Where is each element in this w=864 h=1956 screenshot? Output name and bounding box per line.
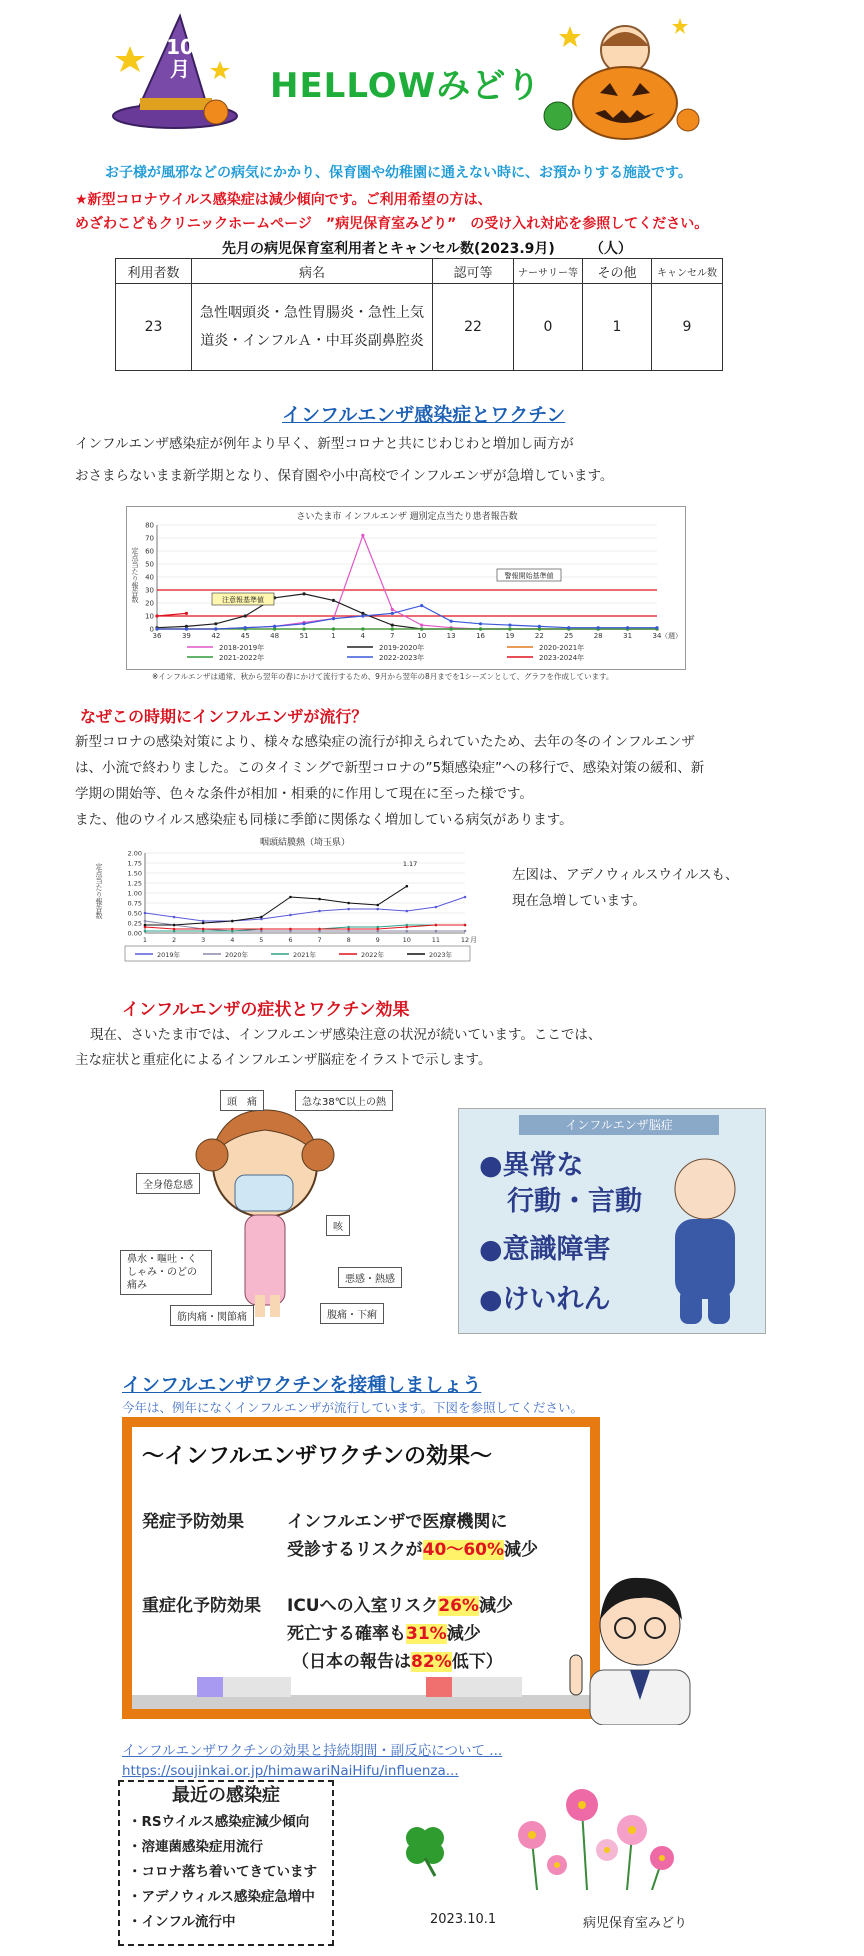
y-tick-label: 0.50 bbox=[127, 909, 142, 918]
encephalopathy-item: ●異常な bbox=[479, 1150, 584, 1181]
data-point bbox=[435, 906, 438, 909]
data-point bbox=[302, 592, 305, 595]
data-point bbox=[391, 608, 394, 611]
data-point bbox=[464, 924, 467, 927]
data-point bbox=[318, 928, 321, 931]
intro-description: お子様が風邪などの病気にかかり、保育園や幼稚園に通えない時に、お預かりする施設です。 bbox=[105, 165, 692, 181]
x-tick-label: 4 bbox=[360, 632, 366, 640]
x-tick-label: 13 bbox=[446, 632, 456, 640]
data-point bbox=[406, 910, 409, 913]
legend-label: 2019年 bbox=[157, 951, 181, 959]
severe-text bbox=[287, 1619, 481, 1644]
series-line bbox=[145, 886, 407, 925]
data-point bbox=[202, 928, 205, 931]
data-point bbox=[244, 614, 247, 617]
x-tick-label: 34 bbox=[652, 632, 662, 640]
chart-side-note: 左図は、アデノウィルスウイルスも、 bbox=[512, 867, 739, 883]
text: 低下） bbox=[451, 1652, 503, 1672]
data-point bbox=[361, 614, 364, 617]
legend-label: 2020年 bbox=[225, 951, 249, 959]
data-point bbox=[347, 902, 350, 905]
legend-label: 2022-2023年 bbox=[379, 654, 425, 662]
symptom-label: 咳 bbox=[326, 1215, 350, 1236]
list-item: ・コロナ落ち着いてきています bbox=[128, 1864, 317, 1880]
legend-label: 2021年 bbox=[293, 951, 317, 959]
paragraph: は、小流で終わりました。このタイミングで新型コロナの”5類感染症”への移行で、感染対策の緩和、新 bbox=[75, 760, 705, 776]
prevent-text: インフルエンザで医療機関に bbox=[287, 1512, 508, 1532]
paragraph: 主な症状と重症化によるインフルエンザ脳症をイラストで示します。 bbox=[75, 1052, 492, 1068]
y-tick-label: 80 bbox=[145, 521, 154, 530]
text: 受診するリスクが bbox=[287, 1540, 423, 1560]
newsletter-title: HELLOWみどり bbox=[270, 66, 542, 106]
data-point bbox=[289, 896, 292, 899]
text: ICUへの入室リスク bbox=[287, 1596, 439, 1616]
clover-icon bbox=[395, 1818, 455, 1878]
annotation-label: 1.17 bbox=[402, 860, 418, 869]
encephalopathy-item: 行動・言動 bbox=[507, 1186, 642, 1217]
data-point bbox=[361, 627, 364, 630]
organization-name: 病児保育室みどり bbox=[583, 1916, 688, 1931]
table-cell: 9 bbox=[652, 284, 723, 371]
text: 減少 bbox=[446, 1624, 481, 1644]
data-point bbox=[185, 612, 188, 615]
highlight-value: 82% bbox=[411, 1652, 452, 1672]
x-tick-label: 48 bbox=[270, 632, 280, 640]
legend-label: 2019-2020年 bbox=[379, 644, 425, 652]
data-point bbox=[435, 930, 438, 933]
x-axis-label: （週） bbox=[661, 632, 682, 640]
data-point bbox=[302, 627, 305, 630]
data-point bbox=[464, 896, 467, 899]
y-tick-label: 70 bbox=[145, 534, 154, 543]
column-header: キャンセル数 bbox=[652, 259, 723, 284]
vaccination-note: 今年は、例年になくインフルエンザが流行しています。下図を参照してください。 bbox=[122, 1400, 584, 1415]
legend-label: 2022年 bbox=[361, 951, 385, 959]
x-tick-label: 7 bbox=[390, 632, 395, 640]
severe-label: 重症化予防効果 bbox=[142, 1596, 261, 1616]
y-tick-label: 0.25 bbox=[127, 919, 142, 928]
x-tick-label: 11 bbox=[431, 936, 441, 944]
data-point bbox=[420, 624, 423, 627]
data-point bbox=[155, 627, 158, 630]
text: 減少 bbox=[478, 1596, 513, 1616]
y-tick-label: 2.00 bbox=[127, 849, 142, 858]
slide-marker bbox=[426, 1677, 452, 1697]
data-point bbox=[289, 914, 292, 917]
doctor-illustration bbox=[560, 1560, 708, 1725]
highlight-value: 26% bbox=[438, 1596, 479, 1616]
table-cell: 1 bbox=[583, 284, 652, 371]
y-tick-label: 50 bbox=[145, 560, 154, 569]
prevent-text bbox=[287, 1535, 538, 1560]
series-line bbox=[157, 535, 657, 629]
pharyngoconjunctival-fever-chart bbox=[95, 833, 485, 968]
highlight-value: 40～60% bbox=[422, 1540, 505, 1560]
column-header: 認可等 bbox=[433, 259, 514, 284]
chart-side-note: 現在急増しています。 bbox=[512, 893, 646, 909]
list-item: ・インフル流行中 bbox=[128, 1914, 236, 1930]
data-point bbox=[144, 930, 147, 933]
symptom-label: 筋肉痛・関節痛 bbox=[170, 1305, 254, 1326]
list-item: ・溶連菌感染症用流行 bbox=[128, 1839, 263, 1855]
highlight-value: 31% bbox=[406, 1624, 447, 1644]
data-point bbox=[202, 922, 205, 925]
data-point bbox=[361, 534, 364, 537]
y-tick-label: 60 bbox=[145, 547, 154, 556]
sick-baby-icon bbox=[645, 1149, 763, 1329]
section-heading-influenza: インフルエンザ感染症とワクチン bbox=[282, 404, 566, 426]
data-point bbox=[376, 904, 379, 907]
symptom-label: 腹痛・下痢 bbox=[320, 1303, 384, 1324]
data-point bbox=[144, 924, 147, 927]
data-point bbox=[260, 916, 263, 919]
slide-progress-bar bbox=[132, 1695, 590, 1709]
series-line bbox=[145, 897, 465, 921]
x-tick-label: 9 bbox=[375, 936, 380, 944]
x-tick-label: 36 bbox=[152, 632, 162, 640]
y-tick-label: 40 bbox=[145, 573, 154, 582]
table-header-row bbox=[116, 259, 723, 284]
slide-marker bbox=[452, 1677, 522, 1697]
data-point bbox=[173, 916, 176, 919]
slide-marker bbox=[197, 1677, 223, 1697]
severe-text bbox=[292, 1647, 503, 1672]
data-point bbox=[185, 627, 188, 630]
data-point bbox=[318, 898, 321, 901]
data-point bbox=[435, 924, 438, 927]
x-tick-label: 5 bbox=[259, 936, 264, 944]
y-axis-label: 定点当たり報告数 bbox=[95, 863, 103, 919]
data-point bbox=[597, 626, 600, 629]
stats-table-title: 先月の病児保育室利用者とキャンセル数(2023.9月) （人） bbox=[222, 241, 632, 257]
data-point bbox=[332, 617, 335, 620]
covid-notice: ★新型コロナウイルス感染症は減少傾向です。ご利用希望の方は、 bbox=[75, 192, 492, 208]
covid-notice-reference: めざわこどもクリニックホームページ ”病児保育室みどり” の受け入れ対応を参照してください。 bbox=[75, 216, 709, 232]
prevent-label: 発症予防効果 bbox=[142, 1512, 244, 1532]
y-tick-label: 30 bbox=[145, 586, 154, 595]
x-tick-label: 8 bbox=[346, 936, 351, 944]
chart-footnote: ※インフルエンザは通常、秋から翌年の春にかけて流行するため、9月から翌年の8月までを1シーズンとして、グラフを作成しています。 bbox=[152, 672, 614, 681]
y-tick-label: 10 bbox=[145, 612, 154, 621]
encephalopathy-item: ●意識障害 bbox=[479, 1234, 611, 1265]
column-header: ナーサリー等 bbox=[514, 259, 583, 284]
symptom-label: 全身倦怠感 bbox=[136, 1173, 200, 1194]
pumpkin-child-illustration bbox=[540, 8, 700, 143]
x-tick-label: 1 bbox=[331, 632, 336, 640]
data-point bbox=[155, 614, 158, 617]
symptom-label: 悪感・熱感 bbox=[338, 1267, 402, 1288]
data-point bbox=[464, 930, 467, 933]
data-point bbox=[508, 627, 511, 630]
section-heading-vaccination: インフルエンザワクチンを接種しましょう bbox=[122, 1374, 482, 1396]
x-tick-label: 16 bbox=[476, 632, 485, 640]
column-header: 病名 bbox=[192, 259, 433, 284]
data-point bbox=[391, 624, 394, 627]
text: 減少 bbox=[504, 1540, 539, 1560]
x-tick-label: 25 bbox=[564, 632, 574, 640]
data-point bbox=[406, 930, 409, 933]
encephalopathy-panel bbox=[458, 1108, 766, 1334]
data-point bbox=[406, 885, 409, 888]
data-point bbox=[231, 928, 234, 931]
x-tick-label: 7 bbox=[317, 936, 322, 944]
y-tick-label: 0.00 bbox=[127, 929, 142, 938]
paragraph: 現在、さいたま市では、インフルエンザ感染注意の状況が続いています。ここでは、 bbox=[90, 1027, 602, 1043]
cosmos-flowers-icon bbox=[492, 1780, 682, 1890]
data-point bbox=[479, 627, 482, 630]
chart-title: 咽頭結膜熱（埼玉県） bbox=[259, 838, 351, 848]
table-cell: 0 bbox=[514, 284, 583, 371]
data-point bbox=[332, 599, 335, 602]
data-point bbox=[231, 920, 234, 923]
x-tick-label: 6 bbox=[288, 936, 293, 944]
paragraph: 新型コロナの感染対策により、様々な感染症の流行が抑えられていたため、去年の冬のインフルエンザ bbox=[75, 734, 695, 750]
y-tick-label: 20 bbox=[145, 599, 154, 608]
data-point bbox=[450, 620, 453, 623]
x-tick-label: 39 bbox=[181, 632, 191, 640]
issue-date: 2023.10.1 bbox=[430, 1912, 497, 1927]
section-heading-why: なぜこの時期にインフルエンザが流行？ bbox=[80, 707, 368, 726]
paragraph: 学期の開始等、色々な条件が相加・相乗的に作用して現在に至った様です。 bbox=[75, 786, 533, 802]
data-point bbox=[332, 627, 335, 630]
x-tick-label: 4 bbox=[230, 936, 235, 944]
data-point bbox=[173, 924, 176, 927]
data-point bbox=[376, 908, 379, 911]
x-tick-label: 51 bbox=[299, 632, 309, 640]
y-tick-label: 1.25 bbox=[127, 879, 142, 888]
adenovirus-chart-panel bbox=[95, 833, 485, 963]
data-point bbox=[376, 928, 379, 931]
stats-table bbox=[115, 258, 723, 371]
symptoms-illustration bbox=[110, 1085, 410, 1325]
vaccine-article-link[interactable]: インフルエンザワクチンの効果と持続期間・副反応について ... bbox=[122, 1743, 503, 1759]
data-point bbox=[347, 908, 350, 911]
text: （日本の報告は bbox=[292, 1652, 411, 1672]
table-cell: 23 bbox=[116, 284, 192, 371]
recent-infections-box bbox=[118, 1780, 334, 1946]
data-point bbox=[626, 626, 629, 629]
x-tick-label: 45 bbox=[240, 632, 250, 640]
y-axis-label: 定点当たり報告数 bbox=[131, 547, 139, 603]
x-tick-label: 28 bbox=[593, 632, 603, 640]
text: 死亡する確率も bbox=[287, 1624, 406, 1644]
paragraph: インフルエンザ感染症が例年より早く、新型コロナと共にじわじわと増加し両方が bbox=[75, 436, 574, 452]
legend-label: 2023-2024年 bbox=[539, 654, 585, 662]
table-cell: 急性咽頭炎・急性胃腸炎・急性上気道炎・インフルＡ・中耳炎副鼻腔炎 bbox=[192, 284, 433, 371]
column-header: 利用者数 bbox=[116, 259, 192, 284]
data-point bbox=[406, 926, 409, 929]
data-point bbox=[420, 604, 423, 607]
data-point bbox=[479, 622, 482, 625]
legend-label: 2018-2019年 bbox=[219, 644, 265, 652]
data-point bbox=[302, 622, 305, 625]
table-row bbox=[116, 284, 723, 371]
data-point bbox=[318, 910, 321, 913]
column-header: その他 bbox=[583, 259, 652, 284]
data-point bbox=[214, 627, 217, 630]
x-tick-label: 3 bbox=[201, 936, 206, 944]
chart-title: さいたま市 インフルエンザ 週別定点当たり患者報告数 bbox=[296, 512, 518, 522]
recent-infections-title: 最近の感染症 bbox=[172, 1785, 280, 1806]
table-cell: 22 bbox=[433, 284, 514, 371]
influenza-chart-panel bbox=[126, 506, 686, 670]
encephalopathy-item: ●けいれん bbox=[479, 1284, 611, 1315]
data-point bbox=[260, 928, 263, 931]
data-point bbox=[273, 625, 276, 628]
influenza-weekly-chart bbox=[127, 507, 685, 669]
series-line bbox=[145, 925, 465, 929]
data-point bbox=[391, 627, 394, 630]
data-point bbox=[508, 624, 511, 627]
x-tick-label: 12 bbox=[460, 936, 470, 944]
data-point bbox=[538, 625, 541, 628]
legend-label: 2020-2021年 bbox=[539, 644, 585, 652]
paragraph: また、他のウイルス感染症も同様に季節に関係なく増加している病気があります。 bbox=[75, 812, 573, 828]
vaccine-article-url[interactable]: https://soujinkai.or.jp/himawariNaiHifu/influenza... bbox=[122, 1763, 459, 1779]
x-tick-label: 10 bbox=[402, 936, 411, 944]
y-tick-label: 1.75 bbox=[127, 859, 142, 868]
data-point bbox=[567, 626, 570, 629]
list-item: ・RSウイルス感染症減少傾向 bbox=[128, 1814, 310, 1830]
data-point bbox=[144, 920, 147, 923]
x-tick-label: 31 bbox=[623, 632, 633, 640]
data-point bbox=[173, 928, 176, 931]
x-tick-label: 42 bbox=[211, 632, 221, 640]
data-point bbox=[655, 626, 658, 629]
month-badge: 10 月 bbox=[166, 35, 194, 81]
vaccine-effect-title: ～インフルエンザワクチンの効果～ bbox=[142, 1444, 493, 1469]
legend-label: 2021-2022年 bbox=[219, 654, 265, 662]
y-tick-label: 1.00 bbox=[127, 889, 142, 898]
severe-text bbox=[287, 1591, 513, 1616]
vaccine-effect-panel bbox=[122, 1417, 600, 1719]
x-tick-label: 1 bbox=[142, 936, 148, 944]
data-point bbox=[420, 627, 423, 630]
x-tick-label: 22 bbox=[534, 632, 544, 640]
data-point bbox=[244, 626, 247, 629]
y-tick-label: 0 bbox=[149, 625, 154, 634]
data-point bbox=[144, 912, 147, 915]
symptom-label: 頭 痛 bbox=[220, 1090, 264, 1111]
data-point bbox=[450, 627, 453, 630]
x-tick-label: 2 bbox=[172, 936, 177, 944]
symptom-label: 鼻水・嘔吐・くしゃみ・のどの痛み bbox=[120, 1250, 212, 1295]
data-point bbox=[391, 612, 394, 615]
y-tick-label: 0.75 bbox=[127, 899, 142, 908]
x-tick-label: 19 bbox=[505, 632, 515, 640]
data-point bbox=[289, 928, 292, 931]
x-tick-label: 10 bbox=[417, 632, 427, 640]
data-point bbox=[214, 622, 217, 625]
x-axis-label: 月 bbox=[470, 936, 477, 944]
slide-marker bbox=[223, 1677, 291, 1697]
y-tick-label: 1.50 bbox=[127, 869, 142, 878]
symptom-label: 急な38℃以上の熱 bbox=[295, 1090, 393, 1111]
data-point bbox=[347, 928, 350, 931]
encephalopathy-title: インフルエンザ脳症 bbox=[519, 1115, 719, 1135]
section-heading-symptoms: インフルエンザの症状とワクチン効果 bbox=[122, 1000, 410, 1020]
annotation-label: 警報開始基準値 bbox=[504, 572, 554, 580]
annotation-label: 注意報基準値 bbox=[222, 596, 264, 604]
legend-label: 2023年 bbox=[429, 951, 453, 959]
paragraph: おさまらないまま新学期となり、保育園や小中高校でインフルエンザが急増しています。 bbox=[75, 468, 614, 484]
list-item: ・アデノウィルス感染症急増中 bbox=[128, 1889, 315, 1905]
